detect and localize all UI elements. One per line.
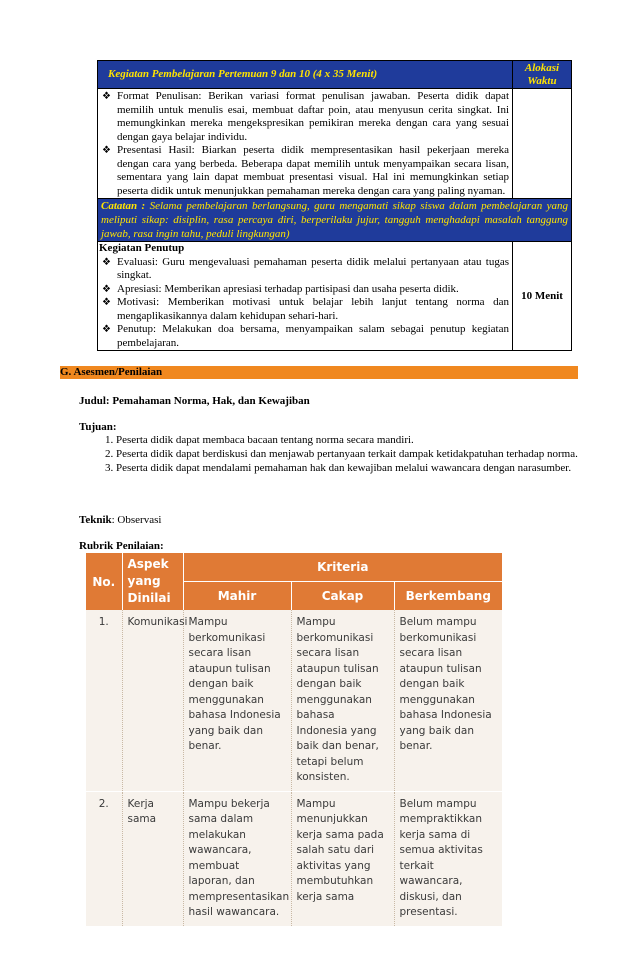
rubric-header-row-1 bbox=[86, 553, 502, 582]
diamond-bullet-icon: ❖ bbox=[102, 145, 111, 156]
activity-header-title: Kegiatan Pembelajaran Pertemuan 9 dan 10 (4 x 35 Menit) bbox=[98, 61, 513, 89]
closing-item-list bbox=[101, 256, 509, 351]
activity-closing-row bbox=[98, 242, 572, 351]
tujuan-label: Tujuan: bbox=[79, 421, 117, 433]
list-item-text: Penutup: Melakukan doa bersama, menyampaikan salam sebagai penutup kegiatan pembelajaran. bbox=[117, 323, 509, 349]
rubric-aspect: Kerja sama bbox=[122, 791, 183, 926]
goals-list bbox=[96, 433, 598, 475]
activity-note-row bbox=[98, 199, 572, 242]
rubric-header-aspect: Aspek yang Dinilai bbox=[122, 553, 183, 610]
activity-closing-cell bbox=[98, 242, 513, 351]
teknik-label: Teknik bbox=[79, 514, 112, 526]
activity-note bbox=[98, 199, 572, 242]
rubric-header-mahir: Mahir bbox=[183, 582, 291, 611]
note-label: Catatan : bbox=[101, 200, 146, 212]
activity-header-row bbox=[98, 61, 572, 89]
closing-time: 10 Menit bbox=[513, 242, 572, 351]
list-item bbox=[102, 282, 509, 297]
teknik-line bbox=[79, 513, 161, 527]
goal-item: 1. Peserta didik dapat membaca bacaan tentang norma secara mandiri. bbox=[116, 433, 598, 447]
diamond-bullet-icon: ❖ bbox=[102, 256, 111, 268]
diamond-bullet-icon: ❖ bbox=[102, 297, 111, 308]
rubric-header-criteria: Kriteria bbox=[183, 553, 502, 582]
list-item bbox=[102, 255, 509, 283]
goal-item: 2. Peserta didik dapat berdiskusi dan menjawab pertanyaan terkait dampak ketidakpatuhan terhadap norma. bbox=[116, 447, 598, 461]
activity-table bbox=[97, 60, 572, 351]
rubric-table bbox=[86, 553, 502, 927]
rubric-no: 2. bbox=[86, 791, 122, 926]
rubric-header-cakap: Cakap bbox=[291, 582, 394, 611]
activity-main-cell bbox=[98, 89, 513, 199]
goal-item: 3. Peserta didik dapat mendalami pemahaman hak dan kewajiban melalui wawancara dengan narasumber. bbox=[116, 461, 598, 475]
rubric-mahir: Mampu bekerja sama dalam melakukan wawancara, membuat laporan, dan mempresentasikan hasil wawancara. bbox=[183, 791, 291, 926]
judul-value: : Pemahaman Norma, Hak, dan Kewajiban bbox=[105, 395, 310, 407]
list-item bbox=[102, 323, 509, 350]
judul-line bbox=[79, 394, 310, 408]
rubrik-label: Rubrik Penilaian: bbox=[79, 540, 164, 552]
judul-label: Judul bbox=[79, 395, 106, 407]
rubric-no: 1. bbox=[86, 610, 122, 791]
activity-main-time bbox=[513, 89, 572, 199]
section-title: G. Asesmen/Penilaian bbox=[60, 366, 163, 378]
diamond-bullet-icon: ❖ bbox=[102, 324, 111, 335]
diamond-bullet-icon: ❖ bbox=[102, 91, 111, 102]
list-item-text: Motivasi: Memberikan motivasi untuk belajar lebih lanjut tentang norma dan mengaplikasikannya dalam kehidupan sehari-hari. bbox=[117, 296, 509, 322]
activity-main-row bbox=[98, 89, 572, 199]
teknik-value: : Observasi bbox=[111, 514, 162, 526]
list-item-text: Presentasi Hasil: Biarkan peserta didik mempresentasikan hasil pekerjaan mereka dengan cara yang berbeda. Beberapa dapat memilih untuk menyampaikan secara lisan, sementara yang lain dapat membuat presentasi visual. Hal ini memungkinkan setiap peserta didik untuk menunjukkan pemahaman mereka dengan cara yang paling nyaman. bbox=[117, 144, 509, 197]
rubric-aspect: Komunikasi bbox=[122, 610, 183, 791]
list-item-text: Format Penulisan: Berikan variasi format penulisan jawaban. Peserta didik dapat memilih untuk menulis esai, membuat daftar poin, atau menyusun cerita singkat. Ini memungkinkan mereka mengekspresikan pemikiran mereka dengan cara yang sesuai dengan gaya belajar individu. bbox=[117, 90, 509, 143]
rubric-cakap: Mampu menunjukkan kerja sama pada salah satu dari aktivitas yang membutuhkan kerja sama bbox=[291, 791, 394, 926]
list-item bbox=[102, 144, 509, 198]
rubric-berkembang: Belum mampu mempraktikkan kerja sama di semua aktivitas terkait wawancara, diskusi, dan presentasi. bbox=[394, 791, 502, 926]
note-text: Selama pembelajaran berlangsung, guru mengamati sikap siswa dalam pembelajaran yang meliputi sikap: disiplin, rasa percaya diri, berperilaku jujur, tangguh menghadapi masalah tanggung jawab, rasa ingin tahu, peduli lingkungan) bbox=[101, 200, 569, 240]
list-item-text: Apresiasi: Memberikan apresiasi terhadap partisipasi dan usaha peserta didik. bbox=[117, 282, 459, 295]
closing-title: Kegiatan Penutup bbox=[99, 242, 185, 254]
rubric-row bbox=[86, 610, 502, 791]
list-item bbox=[102, 90, 509, 144]
rubric-cakap: Mampu berkomunikasi secara lisan ataupun tulisan dengan baik menggunakan bahasa Indonesia yang baik dan benar, tetapi belum konsisten. bbox=[291, 610, 394, 791]
diamond-bullet-icon: ❖ bbox=[102, 283, 111, 295]
rubric-mahir: Mampu berkomunikasi secara lisan ataupun tulisan dengan baik menggunakan bahasa Indonesia yang baik dan benar. bbox=[183, 610, 291, 791]
list-item-text: Evaluasi: Guru mengevaluasi pemahaman peserta didik melalui pertanyaan atau tugas singkat. bbox=[117, 255, 509, 281]
rubric-header-berkembang: Berkembang bbox=[394, 582, 502, 611]
rubric-row bbox=[86, 791, 502, 926]
rubric-header-no: No. bbox=[86, 553, 122, 610]
main-item-list bbox=[101, 90, 509, 198]
activity-header-time: Alokasi Waktu bbox=[513, 61, 572, 89]
list-item bbox=[102, 296, 509, 323]
rubric-berkembang: Belum mampu berkomunikasi secara lisan ataupun tulisan dengan baik menggunakan bahasa Indonesia yang baik dan benar. bbox=[394, 610, 502, 791]
